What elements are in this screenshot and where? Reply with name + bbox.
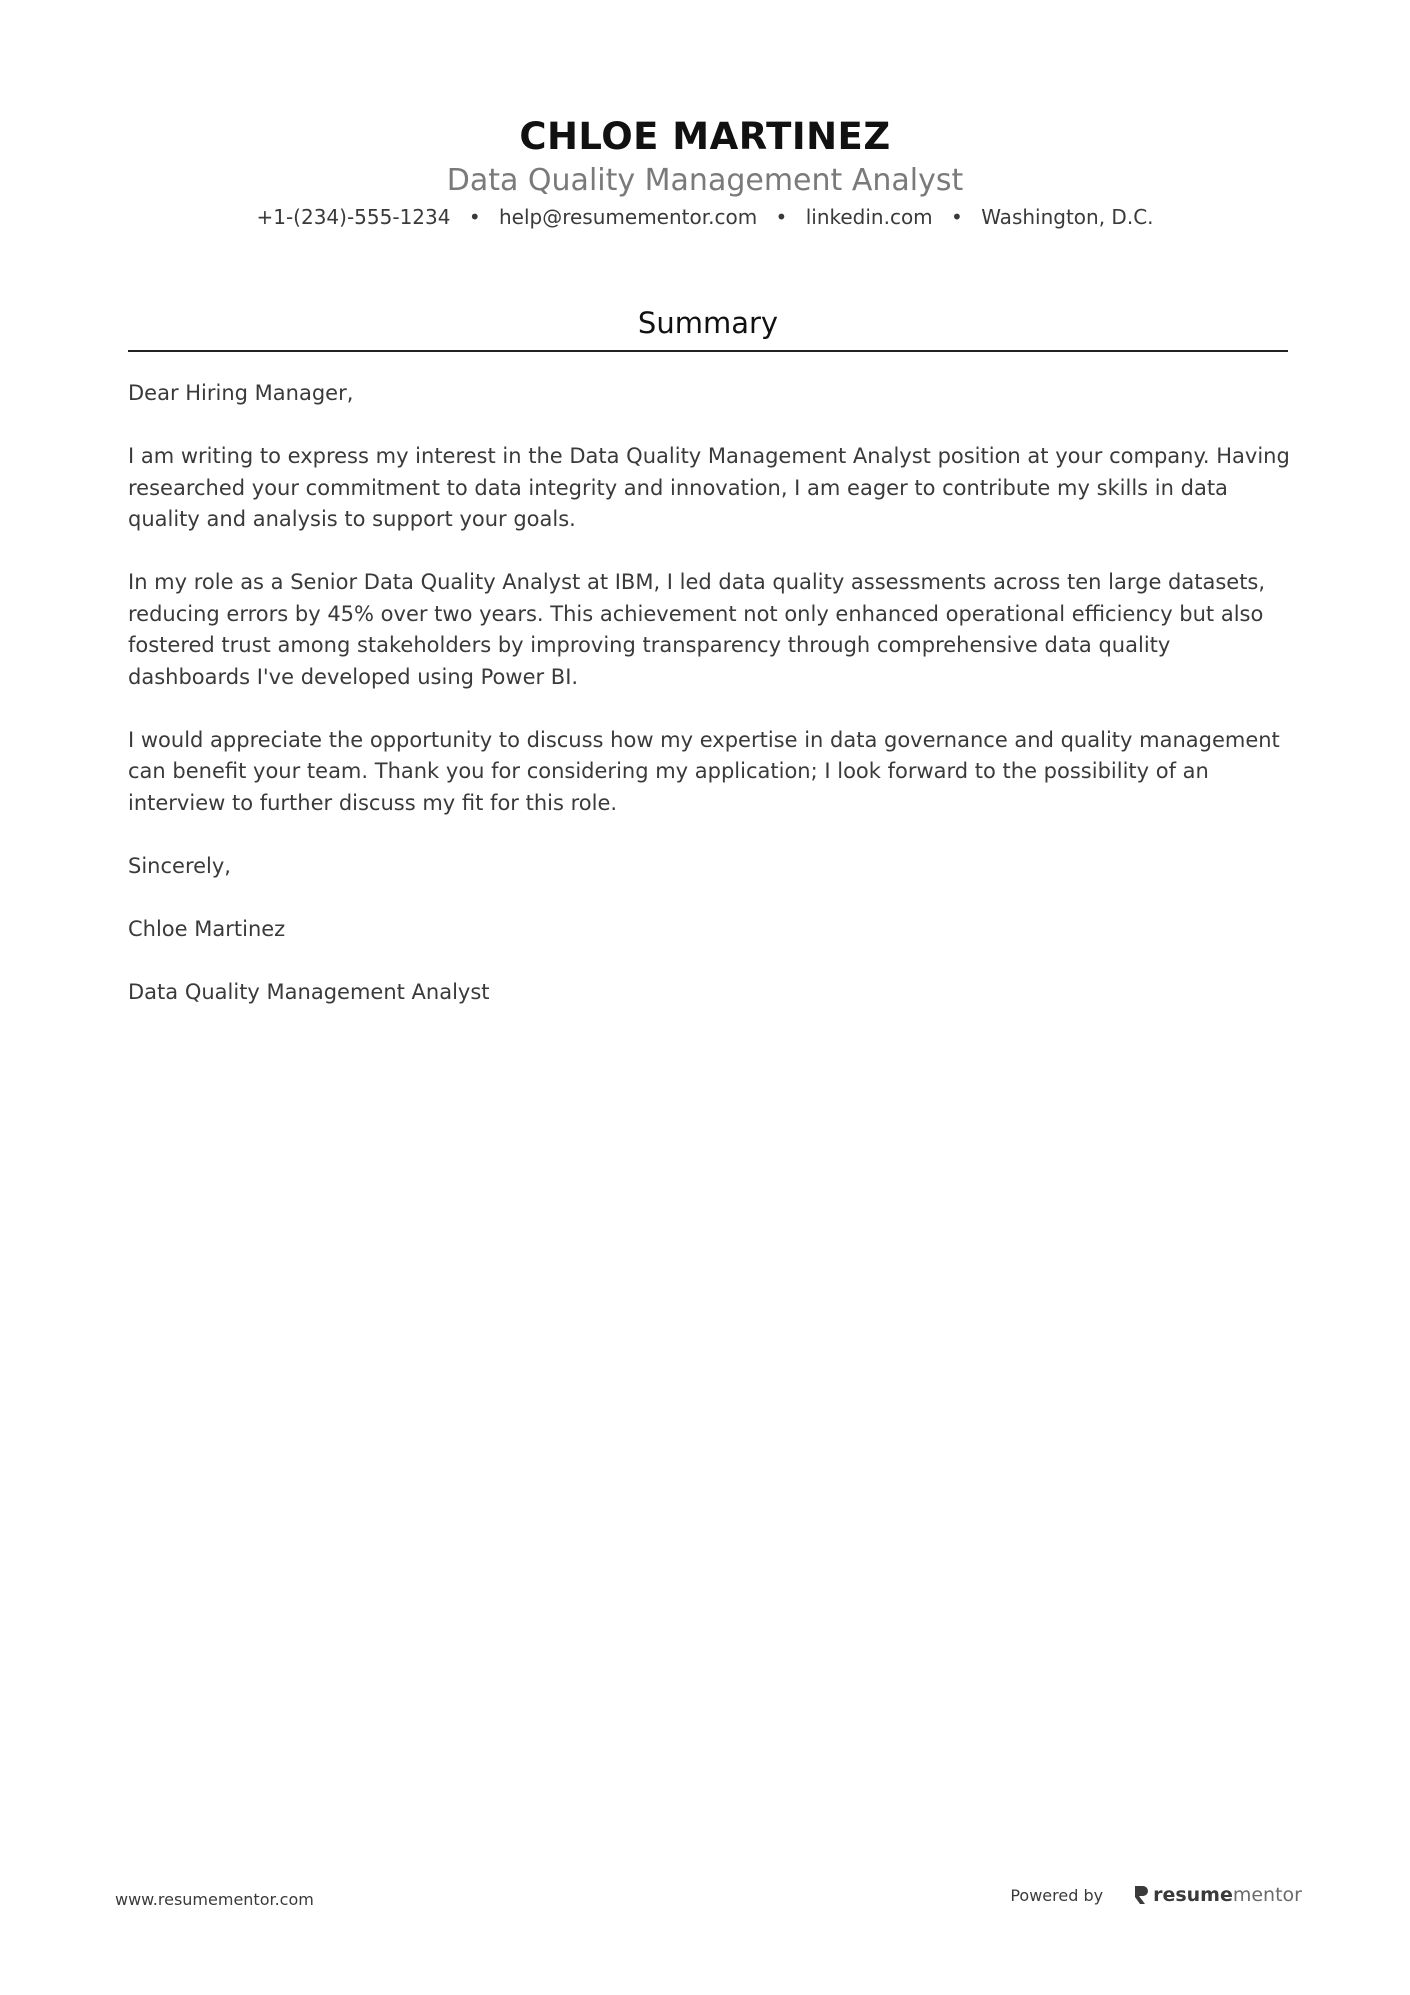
- letter-paragraph: In my role as a Senior Data Quality Analyst at IBM, I led data quality assessments across ten large datasets, reducing errors by 45% over two years. This achievement not only enhanced operational efficiency but also fostered trust among stakeholders by improving transparency through comprehensive data quality dashboards I've developed using Power BI.: [128, 570, 1266, 689]
- contact-email: help@resumementor.com: [498, 205, 758, 229]
- letter-body: [128, 378, 1298, 1040]
- brand-name-mentor: mentor: [1232, 1884, 1302, 1906]
- contact-separator: •: [951, 205, 963, 229]
- brand-name-resume: resume: [1153, 1884, 1233, 1906]
- letter-closing: Sincerely,: [128, 853, 231, 878]
- contact-phone: +1-(234)-555-1234: [256, 205, 451, 229]
- signature-title: Data Quality Management Analyst: [128, 979, 490, 1004]
- job-title: Data Quality Management Analyst: [446, 163, 964, 198]
- footer-powered-by: [1010, 1884, 1302, 1906]
- contact-linkedin: linkedin.com: [805, 205, 933, 229]
- contact-location: Washington, D.C.: [981, 205, 1154, 229]
- contact-separator: •: [775, 205, 788, 229]
- contact-separator: •: [468, 205, 481, 229]
- contact-line: [0, 202, 1410, 232]
- letter-greeting: Dear Hiring Manager,: [128, 381, 354, 405]
- powered-by-label: Powered by: [1010, 1885, 1104, 1905]
- candidate-name: CHLOE MARTINEZ: [519, 115, 891, 158]
- section-title: Summary: [637, 306, 779, 340]
- letter-paragraph: I am writing to express my interest in the Data Quality Management Analyst position at your company. Having researched your commitment to data integrity and innovation, I am eager to contribute my skills in data quality and analysis to support your goals.: [128, 444, 1290, 531]
- section-divider: [128, 350, 1288, 352]
- signature-name: Chloe Martinez: [128, 916, 286, 941]
- resumementor-logo[interactable]: [1133, 1884, 1302, 1906]
- letter-paragraph: I would appreciate the opportunity to discuss how my expertise in data governance and quality management can benefit your team. Thank you for considering my application; I look forward to the possibility of an interview to further discuss my fit for this role.: [128, 727, 1280, 815]
- footer-website-link[interactable]: www.resumementor.com: [115, 1890, 314, 1909]
- resumementor-logo-icon: [1133, 1884, 1149, 1906]
- header: [0, 112, 1410, 232]
